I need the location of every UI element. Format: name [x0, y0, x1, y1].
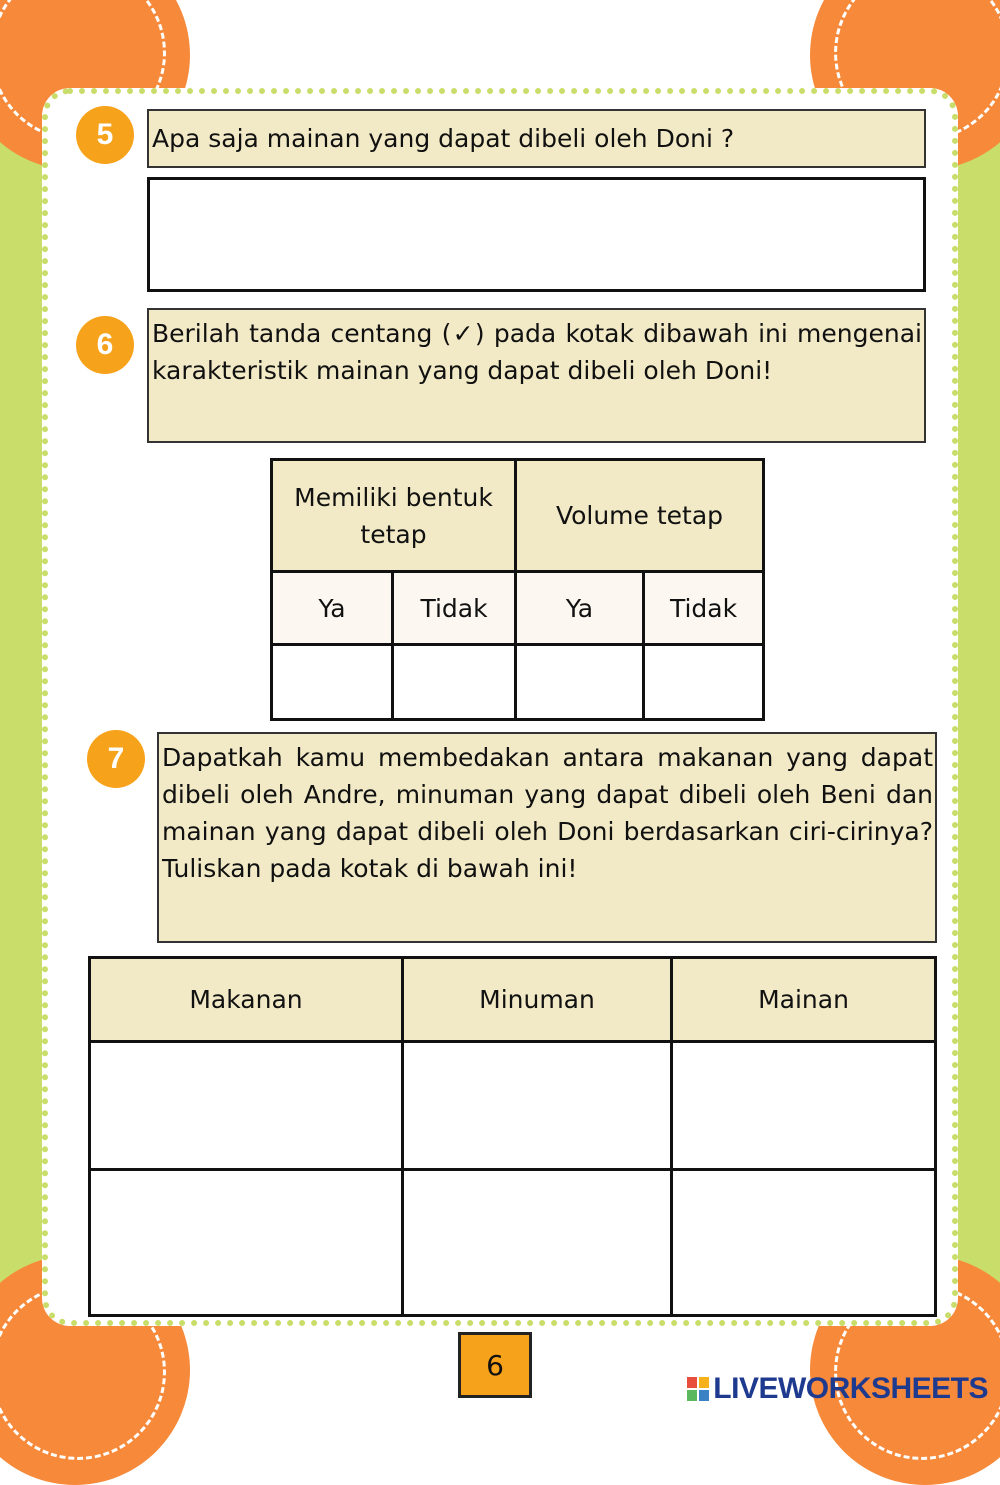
liveworksheets-icon: [687, 1377, 709, 1401]
question-5-number: 5: [76, 106, 134, 164]
answer-cell-mainan[interactable]: [672, 1042, 936, 1170]
characteristics-table: [270, 458, 765, 721]
liveworksheets-logo: [687, 1372, 988, 1406]
brand-name: LIVEWORKSHEETS: [713, 1372, 988, 1405]
page-number: 6: [458, 1332, 532, 1398]
answer-cell-makanan[interactable]: [90, 1042, 403, 1170]
checkbox-cell-ya-bentuk[interactable]: [272, 645, 393, 720]
subheader-tidak-bentuk: Tidak: [393, 572, 516, 645]
right-green-stripe: [952, 0, 1000, 1415]
question-5-answer-box[interactable]: [147, 177, 926, 292]
checkbox-cell-tidak-bentuk[interactable]: [393, 645, 516, 720]
answer-cell-minuman[interactable]: [403, 1042, 672, 1170]
header-minuman: Minuman: [403, 958, 672, 1042]
header-makanan: Makanan: [90, 958, 403, 1042]
checkbox-cell-tidak-volume[interactable]: [644, 645, 764, 720]
answer-cell-minuman[interactable]: [403, 1170, 672, 1316]
comparison-table: [88, 956, 937, 1317]
subheader-ya-volume: Ya: [516, 572, 644, 645]
question-6-number: 6: [76, 316, 134, 374]
header-mainan: Mainan: [672, 958, 936, 1042]
question-6-text: Berilah tanda centang (✓) pada kotak dibawah ini mengenai karakteristik mainan yang dapat dibeli oleh Doni!: [147, 308, 926, 443]
subheader-tidak-volume: Tidak: [644, 572, 764, 645]
question-5-text: Apa saja mainan yang dapat dibeli oleh Doni ?: [147, 109, 926, 168]
header-volume-tetap: Volume tetap: [516, 460, 764, 572]
header-memiliki-bentuk-tetap: Memiliki bentuk tetap: [272, 460, 516, 572]
answer-cell-mainan[interactable]: [672, 1170, 936, 1316]
left-green-stripe: [0, 0, 48, 1415]
question-7-number: 7: [87, 730, 145, 788]
checkbox-cell-ya-volume[interactable]: [516, 645, 644, 720]
answer-cell-makanan[interactable]: [90, 1170, 403, 1316]
question-7-text: Dapatkah kamu membedakan antara makanan yang dapat dibeli oleh Andre, minuman yang dapat dibeli oleh Beni dan mainan yang dapat dibeli oleh Doni berdasarkan ciri-cirinya? Tuliskan pada kotak di bawah ini!: [157, 732, 937, 943]
subheader-ya-bentuk: Ya: [272, 572, 393, 645]
